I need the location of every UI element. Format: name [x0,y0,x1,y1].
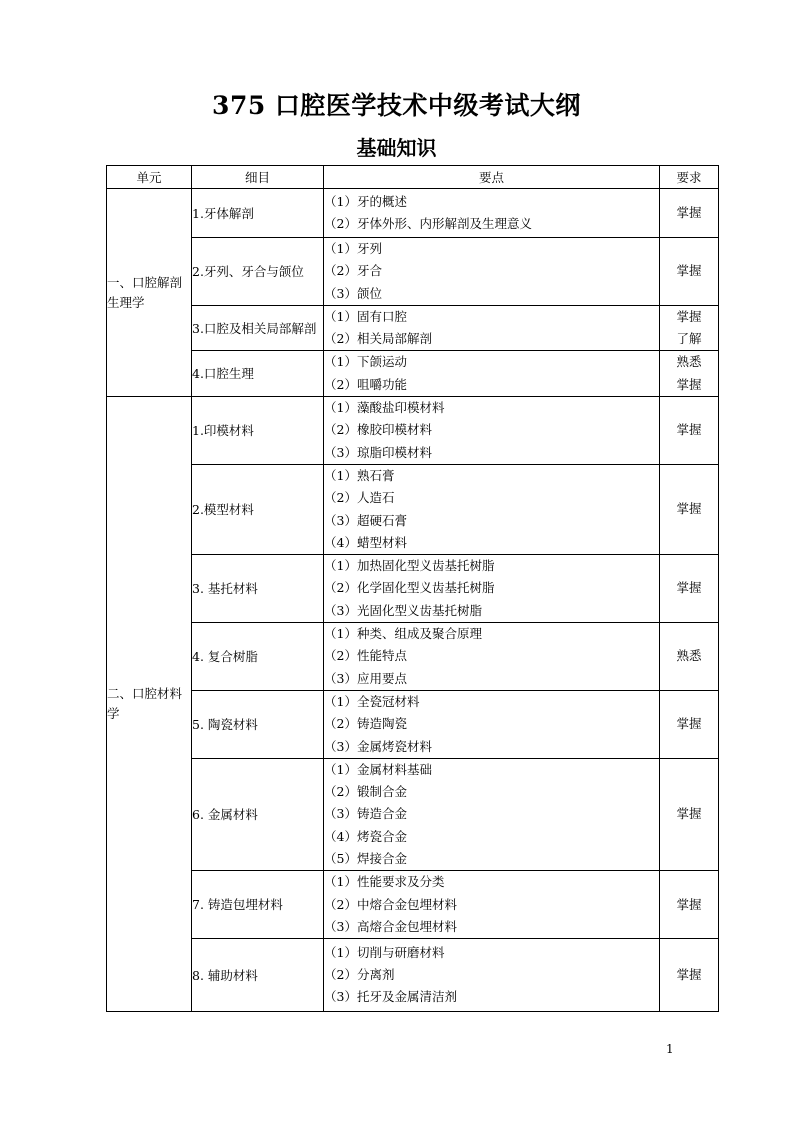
subject-cell: 4. 复合树脂 [192,623,324,691]
key-point: （3）超硬石膏 [324,512,407,528]
requirement-cell [660,871,719,939]
requirement-cell [660,623,719,691]
key-point: （3）金属烤瓷材料 [324,738,432,754]
table-row [107,351,719,397]
subject-cell: 3. 基托材料 [192,555,324,623]
key-point: （2）人造石 [324,490,395,506]
requirement-cell [660,555,719,623]
requirement-cell [660,939,719,1012]
key-point: （1）全瓷冠材料 [324,693,420,709]
requirement-level: 掌握 [676,263,702,279]
requirement-cell [660,305,719,351]
column-header-points: 要点 [324,166,660,189]
key-point: （2）锻制合金 [324,784,407,800]
key-point: （3）高熔合金包埋材料 [324,918,457,934]
table-row [107,758,719,870]
table-body [107,189,719,1012]
table-row [107,871,719,939]
key-point: （1）切削与研磨材料 [324,944,445,960]
column-header-subject: 细目 [192,166,324,189]
key-point: （1）加热固化型义齿基托树脂 [324,558,495,574]
key-point: （2）性能特点 [324,648,407,664]
key-point: （1）牙列 [324,241,382,256]
key-point: （1）固有口腔 [324,308,407,324]
points-cell [324,464,660,554]
subject-cell: 1.牙体解剖 [192,189,324,238]
key-point: （1）熟石膏 [324,467,395,483]
requirement-level: 掌握 [676,806,702,822]
requirement-cell [660,238,719,306]
subject-cell: 6. 金属材料 [192,758,324,870]
key-point: （2）中熔合金包埋材料 [324,896,457,912]
unit-cell: 一、口腔解剖生理学 [107,189,192,397]
key-point: （5）焊接合金 [324,851,407,867]
key-point: （4）烤瓷合金 [324,828,407,844]
points-cell [324,397,660,465]
table-header-row [107,166,719,189]
key-point: （2）化学固化型义齿基托树脂 [324,580,495,596]
subject-cell: 2.模型材料 [192,464,324,554]
requirement-level: 掌握 [676,716,702,732]
table-row [107,690,719,758]
requirement-level: 了解 [676,331,702,347]
requirement-level: 掌握 [676,896,702,912]
key-point: （2）铸造陶瓷 [324,716,407,732]
requirement-level: 掌握 [676,204,702,220]
key-point: （3）应用要点 [324,670,407,686]
key-point: （3）颌位 [324,285,382,301]
table-row [107,305,719,351]
exam-outline-table [106,165,719,1012]
subject-cell: 1.印模材料 [192,397,324,465]
points-cell [324,189,660,238]
requirement-level: 熟悉 [676,648,702,664]
key-point: （4）蜡型材料 [324,534,407,550]
key-point: （3）光固化型义齿基托树脂 [324,602,482,618]
key-point: （3）托牙及金属清洁剂 [324,989,457,1005]
subject-cell: 7. 铸造包埋材料 [192,871,324,939]
key-point: （1）种类、组成及聚合原理 [324,626,482,642]
requirement-cell [660,189,719,238]
table-row [107,397,719,465]
requirement-level: 掌握 [676,422,702,438]
requirement-cell [660,351,719,397]
key-point: （2）橡胶印模材料 [324,422,432,438]
points-cell [324,623,660,691]
requirement-level: 掌握 [676,967,702,983]
table-row [107,464,719,554]
requirement-level: 熟悉 [676,354,702,370]
requirement-cell [660,690,719,758]
points-cell [324,351,660,397]
key-point: （2）牙合 [324,263,382,279]
page-number: 1 [666,1042,674,1056]
points-cell [324,238,660,306]
key-point: （1）金属材料基础 [324,761,432,777]
column-header-unit: 单元 [107,166,192,189]
points-cell [324,690,660,758]
points-cell [324,758,660,870]
column-header-requirement: 要求 [660,166,719,189]
document-title: 375 口腔医学技术中级考试大纲 [212,91,581,120]
requirement-cell [660,397,719,465]
requirement-cell [660,464,719,554]
table-row [107,555,719,623]
points-cell [324,305,660,351]
table-row [107,238,719,306]
requirement-level: 掌握 [676,580,702,596]
requirement-level: 掌握 [676,376,702,392]
requirement-cell [660,758,719,870]
requirement-level: 掌握 [676,501,702,517]
subject-cell: 4.口腔生理 [192,351,324,397]
document-subtitle: 基础知识 [356,136,437,160]
points-cell [324,555,660,623]
table-row [107,623,719,691]
key-point: （2）咀嚼功能 [324,376,407,392]
key-point: （1）藻酸盐印模材料 [324,400,445,416]
unit-cell: 二、口腔材料学 [107,397,192,1012]
subject-cell: 3.口腔及相关局部解剖 [192,305,324,351]
table-row [107,189,719,238]
key-point: （1）牙的概述 [324,193,407,209]
key-point: （1）性能要求及分类 [324,874,445,890]
subject-cell: 5. 陶瓷材料 [192,690,324,758]
subject-cell: 8. 辅助材料 [192,939,324,1012]
key-point: （2）分离剂 [324,967,395,983]
requirement-level: 掌握 [676,308,702,324]
key-point: （2）相关局部解剖 [324,331,432,347]
key-point: （3）铸造合金 [324,806,407,822]
key-point: （2）牙体外形、内形解剖及生理意义 [324,216,532,231]
table-row [107,939,719,1012]
points-cell [324,939,660,1012]
key-point: （3）琼脂印模材料 [324,444,432,460]
points-cell [324,871,660,939]
subject-cell: 2.牙列、牙合与颌位 [192,238,324,306]
key-point: （1）下颌运动 [324,354,407,370]
